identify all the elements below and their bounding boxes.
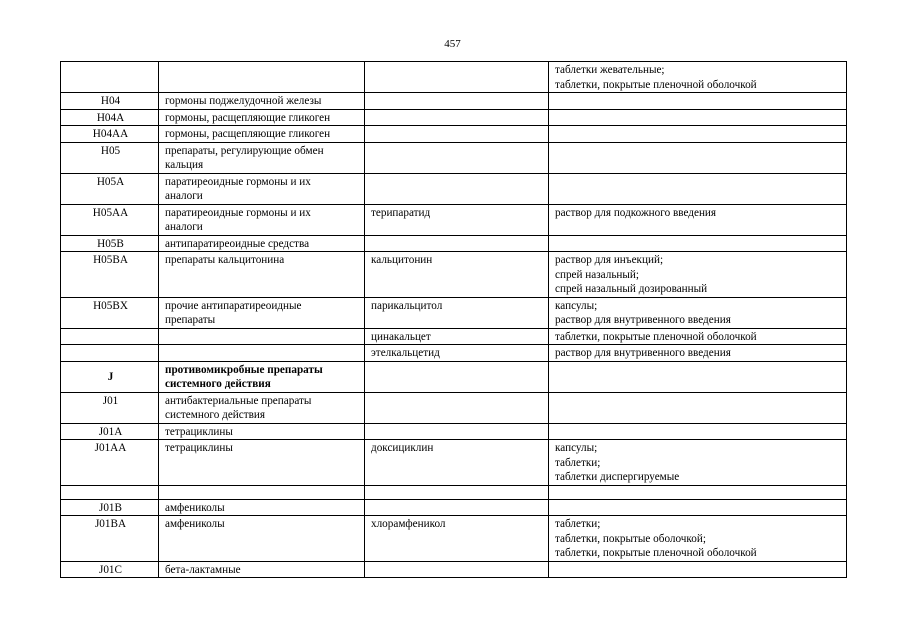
atc-code-cell: J01B xyxy=(61,499,159,516)
atc-code-cell: H04A xyxy=(61,109,159,126)
group-text-line: антибактериальные препараты xyxy=(165,394,312,407)
dosage-form-line: таблетки, покрытые пленочной оболочкой xyxy=(555,547,757,559)
group-text-line: гормоны, расщепляющие гликоген xyxy=(165,111,331,124)
dosage-form-line: таблетки, покрытые пленочной оболочкой xyxy=(555,330,757,343)
group-text-line: прочие антипаратиреоидные xyxy=(165,299,302,312)
group-text-line: аналоги xyxy=(165,221,203,233)
atc-code-cell xyxy=(61,345,159,362)
drug-name-cell: доксициклин xyxy=(365,440,549,486)
anatomical-group-cell xyxy=(159,62,365,93)
dosage-form-line: капсулы; xyxy=(555,299,598,312)
drug-name-cell xyxy=(365,173,549,204)
table-row xyxy=(61,561,847,578)
atc-code-cell xyxy=(61,485,159,499)
dosage-form-line: раствор для внутривенного введения xyxy=(555,347,731,359)
atc-code-cell: H05AA xyxy=(61,204,159,235)
dosage-form-line: таблетки, покрытые оболочкой; xyxy=(555,532,706,545)
anatomical-group-cell xyxy=(159,142,365,173)
dosage-form-cell xyxy=(549,561,847,578)
group-text-line: амфениколы xyxy=(165,501,225,514)
dosage-form-line: спрей назальный; xyxy=(555,268,640,281)
anatomical-group-cell xyxy=(159,392,365,423)
drug-name-cell: кальцитонин xyxy=(365,252,549,298)
group-text-line: препараты кальцитонина xyxy=(165,254,285,266)
group-text-line: системного действия xyxy=(165,409,266,421)
table-row xyxy=(61,423,847,440)
atc-code-cell: H04 xyxy=(61,93,159,110)
dosage-form-cell xyxy=(549,109,847,126)
anatomical-group-cell xyxy=(159,126,365,143)
anatomical-group-cell xyxy=(159,93,365,110)
table-row xyxy=(61,328,847,345)
anatomical-group-cell xyxy=(159,485,365,499)
group-text-line: препараты, регулирующие обмен xyxy=(165,144,324,157)
atc-code-cell: J01 xyxy=(61,392,159,423)
atc-code-cell: J01BA xyxy=(61,516,159,562)
table-row xyxy=(61,204,847,235)
anatomical-group-cell xyxy=(159,516,365,562)
atc-code-cell: J01A xyxy=(61,423,159,440)
group-text-line: гормоны поджелудочной железы xyxy=(165,95,322,107)
dosage-form-line: раствор для инъекций; xyxy=(555,254,664,266)
table-row xyxy=(61,62,847,93)
atc-code-cell: H04AA xyxy=(61,126,159,143)
dosage-form-cell xyxy=(549,345,847,362)
dosage-form-cell xyxy=(549,62,847,93)
dosage-form-cell xyxy=(549,361,847,392)
anatomical-group-cell xyxy=(159,561,365,578)
drug-name-cell xyxy=(365,361,549,392)
group-text-line: противомикробные препараты xyxy=(165,363,323,376)
anatomical-group-cell xyxy=(159,235,365,252)
drug-name-cell: хлорамфеникол xyxy=(365,516,549,562)
anatomical-group-cell xyxy=(159,328,365,345)
table-row xyxy=(61,252,847,298)
dosage-form-line: таблетки жевательные; xyxy=(555,64,665,76)
drug-name-cell: парикальцитол xyxy=(365,297,549,328)
drug-name-cell xyxy=(365,499,549,516)
atc-code-cell: H05B xyxy=(61,235,159,252)
drug-name-cell xyxy=(365,423,549,440)
group-text-line: кальция xyxy=(165,159,204,171)
table-row xyxy=(61,109,847,126)
anatomical-group-cell xyxy=(159,423,365,440)
anatomical-group-cell xyxy=(159,361,365,392)
drug-name-cell: цинакальцет xyxy=(365,328,549,345)
drug-name-cell xyxy=(365,392,549,423)
group-text-line: паратиреоидные гормоны и их xyxy=(165,206,311,219)
dosage-form-cell xyxy=(549,328,847,345)
atc-code-cell xyxy=(61,62,159,93)
dosage-form-line: раствор для подкожного введения xyxy=(555,206,717,219)
dosage-form-cell xyxy=(549,173,847,204)
group-text-line: тетрациклины xyxy=(165,425,233,438)
group-text-line: антипаратиреоидные средства xyxy=(165,237,310,250)
table-row xyxy=(61,440,847,486)
drug-name-cell xyxy=(365,93,549,110)
group-text-line: бета-лактамные xyxy=(165,563,241,576)
dosage-form-cell xyxy=(549,516,847,562)
drug-name-cell: этелкальцетид xyxy=(365,345,549,362)
group-text-line: амфениколы xyxy=(165,518,225,530)
dosage-form-line: таблетки; xyxy=(555,518,601,530)
atc-code-cell: H05A xyxy=(61,173,159,204)
dosage-form-cell xyxy=(549,499,847,516)
drug-name-cell xyxy=(365,62,549,93)
group-text-line: тетрациклины xyxy=(165,442,233,454)
atc-code-cell xyxy=(61,328,159,345)
table-row xyxy=(61,235,847,252)
table-row xyxy=(61,516,847,562)
dosage-form-cell xyxy=(549,126,847,143)
atc-code-cell: J01AA xyxy=(61,440,159,486)
drug-name-cell xyxy=(365,235,549,252)
atc-code-cell: H05BA xyxy=(61,252,159,298)
dosage-form-line: спрей назальный дозированный xyxy=(555,283,708,295)
atc-code-cell: J01C xyxy=(61,561,159,578)
page-number: 457 xyxy=(444,38,461,50)
anatomical-group-cell xyxy=(159,345,365,362)
dosage-form-cell xyxy=(549,297,847,328)
dosage-form-cell xyxy=(549,204,847,235)
anatomical-group-cell xyxy=(159,252,365,298)
dosage-form-cell xyxy=(549,252,847,298)
dosage-form-cell xyxy=(549,392,847,423)
atc-code-cell: H05 xyxy=(61,142,159,173)
group-text-line: препараты xyxy=(165,314,216,326)
table-row xyxy=(61,392,847,423)
group-text-line: паратиреоидные гормоны и их xyxy=(165,175,311,188)
dosage-form-cell xyxy=(549,423,847,440)
anatomical-group-cell xyxy=(159,297,365,328)
drug-name-cell xyxy=(365,561,549,578)
table-body xyxy=(61,62,847,578)
anatomical-group-cell xyxy=(159,204,365,235)
dosage-form-line: раствор для внутривенного введения xyxy=(555,314,731,326)
atc-code-cell: H05BX xyxy=(61,297,159,328)
table-row xyxy=(61,297,847,328)
anatomical-group-cell xyxy=(159,109,365,126)
table-row xyxy=(61,499,847,516)
drug-name-cell: терипаратид xyxy=(365,204,549,235)
drug-name-cell xyxy=(365,485,549,499)
group-text-line: аналоги xyxy=(165,190,203,202)
table-row xyxy=(61,126,847,143)
dosage-form-cell xyxy=(549,440,847,486)
group-text-line: гормоны, расщепляющие гликоген xyxy=(165,128,331,140)
dosage-form-line: таблетки диспергируемые xyxy=(555,471,680,483)
drug-name-cell xyxy=(365,109,549,126)
table-row xyxy=(61,173,847,204)
drug-classification-table xyxy=(60,61,847,578)
drug-name-cell xyxy=(365,126,549,143)
table-row xyxy=(61,93,847,110)
anatomical-group-cell xyxy=(159,440,365,486)
anatomical-group-cell xyxy=(159,499,365,516)
group-text-line: системного действия xyxy=(165,378,271,390)
table-row xyxy=(61,142,847,173)
table-row xyxy=(61,345,847,362)
dosage-form-cell xyxy=(549,93,847,110)
atc-code-cell: J xyxy=(61,361,159,392)
dosage-form-cell xyxy=(549,142,847,173)
dosage-form-cell xyxy=(549,235,847,252)
anatomical-group-cell xyxy=(159,173,365,204)
dosage-form-line: таблетки; xyxy=(555,456,601,469)
dosage-form-line: капсулы; xyxy=(555,442,598,454)
dosage-form-line: таблетки, покрытые пленочной оболочкой xyxy=(555,78,757,91)
dosage-form-cell xyxy=(549,485,847,499)
drug-name-cell xyxy=(365,142,549,173)
table-row xyxy=(61,361,847,392)
table-row xyxy=(61,485,847,499)
